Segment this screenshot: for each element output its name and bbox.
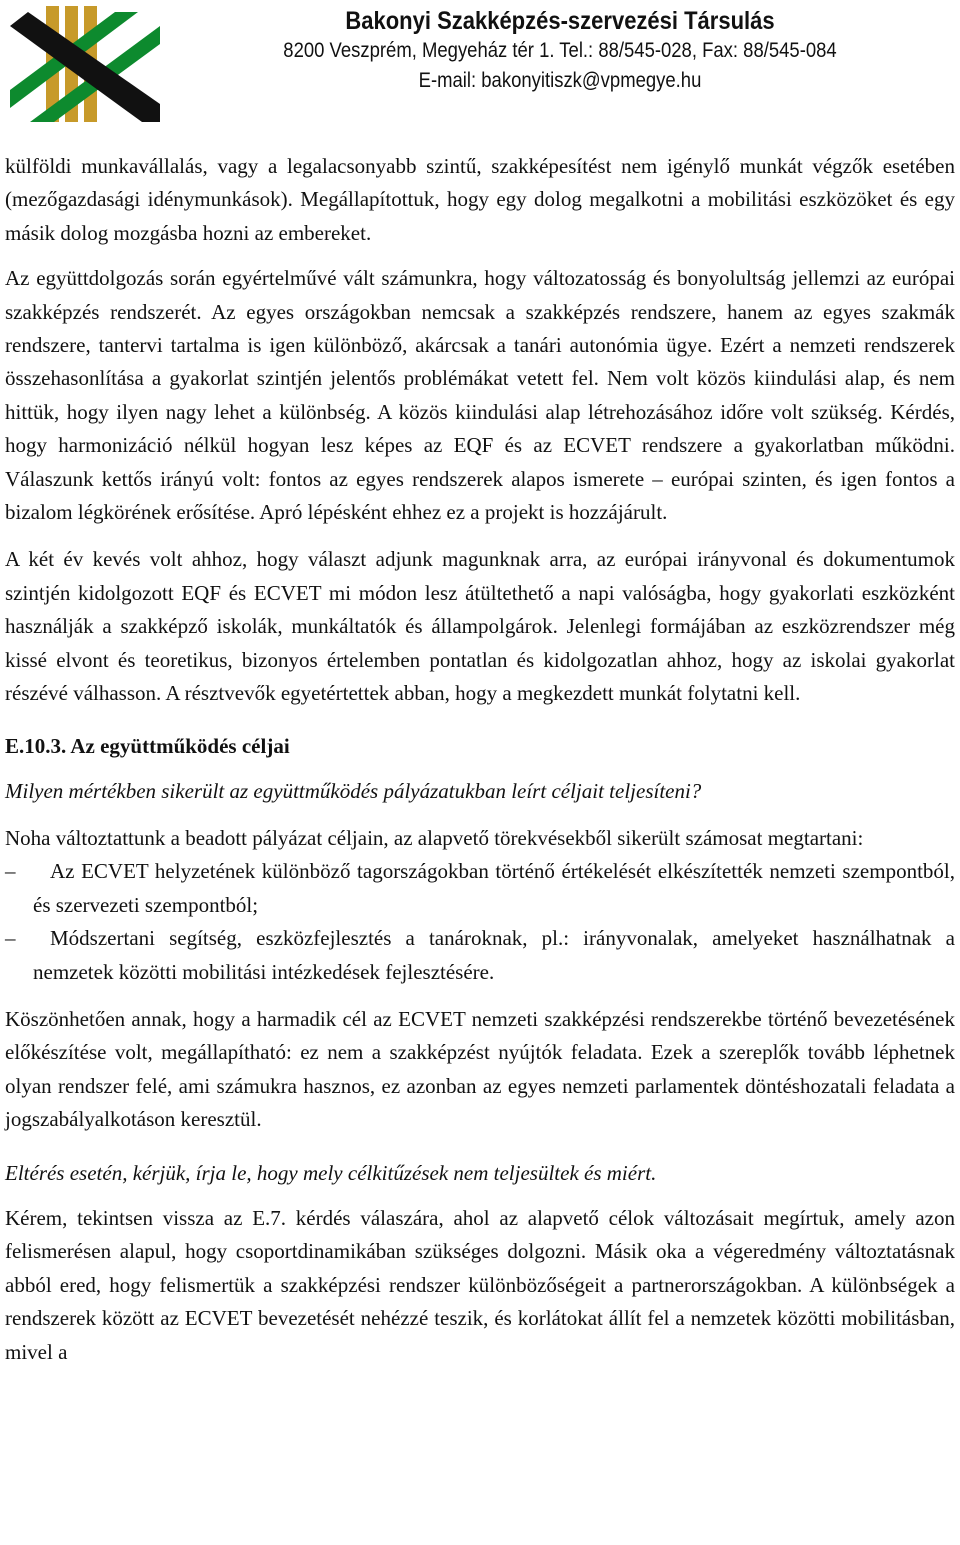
- letterhead: [0, 0, 960, 120]
- organization-address: 8200 Veszprém, Megyeház tér 1. Tel.: 88/545-028, Fax: 88/545-084: [283, 39, 837, 62]
- list-item-text: Módszertani segítség, eszközfejlesztés a tanároknak, pl.: irányvonalak, amelyeket használhatnak a nemzetek közötti mobilitási intézkedések fejlesztésére.: [33, 926, 955, 984]
- organization-name: Bakonyi Szakképzés-szervezési Társulás: [345, 7, 775, 35]
- organization-details: [160, 6, 960, 96]
- organization-email: E-mail: bakonyitiszk@vpmegye.hu: [418, 69, 702, 92]
- goals-list: [5, 855, 955, 989]
- list-item: [5, 855, 955, 922]
- dash-marker: –: [5, 859, 16, 884]
- list-item: [5, 922, 955, 989]
- paragraph-3: A két év kevés volt ahhoz, hogy választ adjunk magunknak arra, az európai irányvonal és dokumentumok szintjén kidolgozott EQF és ECVET mi módon lesz átültethető a napi valóságba, hogy gyakorlati eszközként használják a szakképző iskolák, munkáltatók és állampolgárok. Jelenlegi formájában az eszközrendszer még kissé elvont és teoretikus, bizonyos értelemben pontatlan és kidolgozatlan ahhoz, hogy az iskolai gyakorlat részévé válhasson. A résztvevők egyetértettek abban, hogy a megkezdett munkát folytatni kell.: [5, 547, 955, 706]
- paragraph-6: Kérem, tekintsen vissza az E.7. kérdés válaszára, ahol az alapvető célok változásait megírtuk, amely azon felismerésen alapul, hogy csoportdinamikában szükséges dolgozni. Másik oka a végeredmény változtatásnak abból ered, hogy felismertük a szakképzési rendszer különbözőségeit a partnerországokban. A különbségek a rendszerek között az ECVET bevezetését nehézzé teszik, és korlátokat állít fel a nemzetek közötti mobilitásban, mivel a: [5, 1205, 955, 1364]
- dash-marker: –: [5, 926, 16, 951]
- paragraph-5: Köszönhetően annak, hogy a harmadik cél az ECVET nemzeti szakképzési rendszerekbe történő bevezetésének előkészítése volt, megállapítható: ez nem a szakképzést nyújtók feladata. Ezek a szereplők tovább léphetnek olyan rendszer felé, ami számukra hasznos, ez azonban az egyes nemzeti parlamentek döntéshozatali feladata a jogszabályalkotáson keresztül.: [5, 1006, 955, 1132]
- paragraph-2: Az együttdolgozás során egyértelművé vált számunkra, hogy változatosság és bonyolultság jellemzi az európai szakképzés rendszerét. Az egyes országokban nemcsak a szakképzés rendszere, hanem az egyes szakmák rendszere, tantervi tartalma is igen különböző, akárcsak a tanári autonómia ügye. Ezért a nemzeti rendszerek összehasonlítása a gyakorlat szintjén jelentős problémákat vetett fel. Nem volt közös kiindulási alap, és nem hittük, hogy ilyen nagy lehet a különbség. A közös kiindulási alap létrehozásához időre volt szükség. Kérdés, hogy harmonizáció nélkül hogyan lesz képes az EQF és az ECVET rendszere a gyakorlatban működni. Válaszunk kettős irányú volt: fontos az egyes rendszerek alapos ismerete – európai szinten, és igen fontos a bizalom légkörének erősítése. Apró lépésként ehhez ez a projekt is hozzájárult.: [5, 266, 955, 525]
- organization-logo-icon: [10, 4, 160, 122]
- section-heading: E.10.3. Az együttműködés céljai: [5, 733, 290, 758]
- question-2: Eltérés esetén, kérjük, írja le, hogy mely célkitűzések nem teljesültek és miért.: [5, 1160, 657, 1185]
- document-body: [5, 150, 955, 1369]
- paragraph-4: Noha változtattunk a beadott pályázat céljain, az alapvető törekvésekből sikerült számosat megtartani:: [5, 825, 864, 850]
- paragraph-1: külföldi munkavállalás, vagy a legalacsonyabb szintű, szakképesítést nem igénylő munkát végzők esetében (mezőgazdasági idénymunkások). Megállapítottuk, hogy egy dolog megalkotni a mobilitási eszközöket és egy másik dolog mozgásba hozni az embereket.: [5, 154, 955, 245]
- list-item-text: Az ECVET helyzetének különböző tagországokban történő értékelését elkészítették nemzeti szempontból, és szervezeti szempontból;: [33, 859, 955, 917]
- question-1: Milyen mértékben sikerült az együttműködés pályázatukban leírt céljait teljesíteni?: [5, 778, 702, 803]
